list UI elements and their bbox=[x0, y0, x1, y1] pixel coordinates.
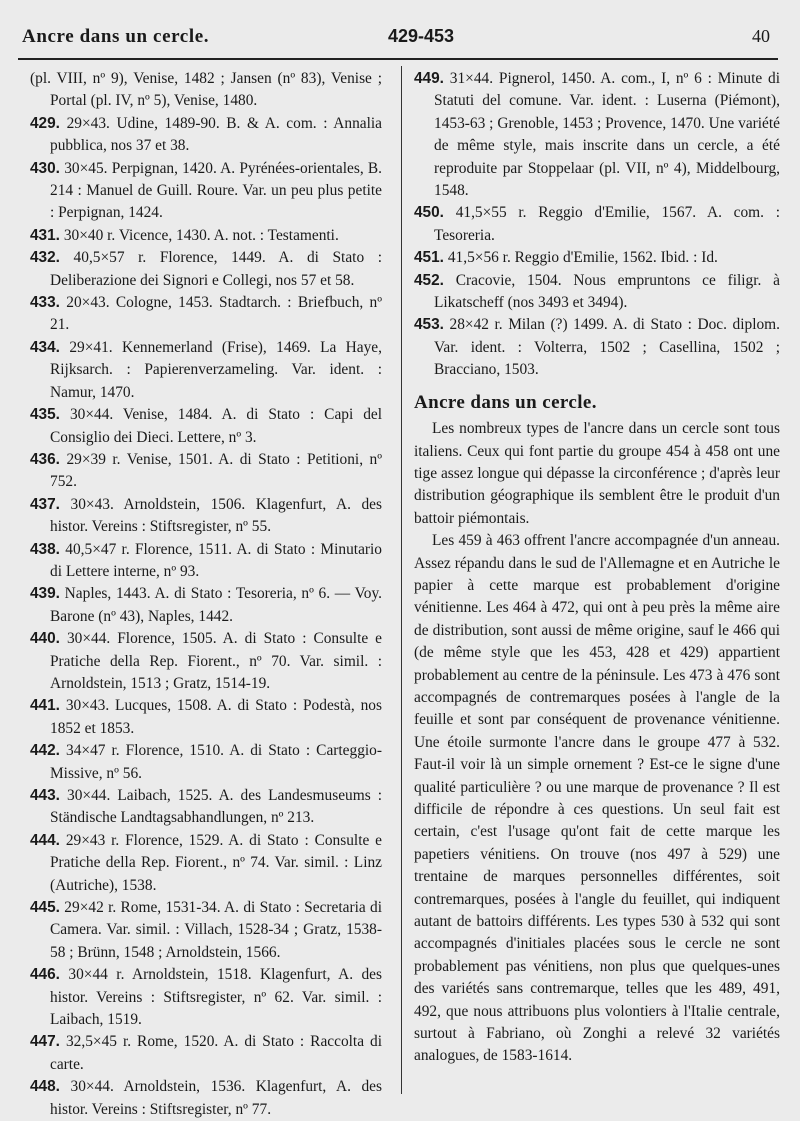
entry: 452. Cracovie, 1504. Nous empruntons ce filigr. à Likatscheff (nos 3493 et 3494). bbox=[414, 271, 780, 312]
page-number: 40 bbox=[752, 26, 770, 46]
entry: 437. 30×43. Arnoldstein, 1506. Klagenfurt, A. des histor. Vereins : Stiftsregister, nº 55. bbox=[30, 495, 382, 536]
entry: 438. 40,5×47 r. Florence, 1511. A. di Stato : Minutario di Lettere interne, nº 93. bbox=[30, 540, 382, 580]
entry: 451. 41,5×56 r. Reggio d'Emilie, 1562. Ibid. : Id. bbox=[414, 249, 718, 267]
entry: 442. 34×47 r. Florence, 1510. A. di Stato : Carteggio-Missive, nº 56. bbox=[30, 742, 382, 782]
entry: 432. 40,5×57 r. Florence, 1449. A. di Stato : Deliberazione dei Signori e Collegi, nos 57 et 58. bbox=[30, 249, 382, 289]
running-title: Ancre dans un cercle. bbox=[22, 26, 210, 47]
entry: 440. 30×44. Florence, 1505. A. di Stato : Consulte e Pratiche della Rep. Fiorent., nº 70. Var. simil. : Arnoldstein, 1513 ; Gratz, 1514-19. bbox=[30, 630, 382, 692]
entry: 441. 30×43. Lucques, 1508. A. di Stato : Podestà, nos 1852 et 1853. bbox=[30, 697, 382, 737]
entry: 436. 29×39 r. Venise, 1501. A. di Stato : Petitioni, nº 752. bbox=[30, 450, 382, 491]
entry: 430. 30×45. Perpignan, 1420. A. Pyrénées-orientales, B. 214 : Manuel de Guill. Roure. Var. un peu plus petite : Perpignan, 1424. bbox=[30, 159, 382, 222]
header-rule bbox=[18, 58, 778, 60]
entry: 453. 28×42 r. Milan (?) 1499. A. di Stato : Doc. diplom. Var. ident. : Volterra, 1502 ; Casellina, 1502 ; Bracciano, 1503. bbox=[414, 316, 780, 379]
right-column bbox=[414, 68, 780, 1068]
page-header bbox=[18, 26, 770, 56]
entry: 445. 29×42 r. Rome, 1531-34. A. di Stato : Secretaria di Camera. Var. simil. : Villach, 1528-34 ; Gratz, 1538-58 ; Brünn, 1548 ; Arnoldstein, 1566. bbox=[30, 899, 382, 961]
section-paragraph: Les nombreux types de l'ancre dans un cercle sont tous italiens. Ceux qui font partie du groupe 454 à 458 ont une tige assez longue qui dépasse la circonférence ; d'après leur distribution géographique ils semblent être le produit d'un battoir piémontais. bbox=[414, 420, 780, 527]
entry: 433. 20×43. Cologne, 1453. Stadtarch. : Briefbuch, nº 21. bbox=[30, 294, 383, 334]
entry: 448. 30×44. Arnoldstein, 1536. Klagenfurt, A. des histor. Vereins : Stiftsregister, nº 77. bbox=[30, 1078, 382, 1118]
entry: 449. 31×44. Pignerol, 1450. A. com., I, nº 6 : Minute di Statuti del comune. Var. ident. : Luserna (Piémont), 1453-63 ; Grenoble, 1453 ; Provence, 1470. Une variété de même style, mais inscrite dans un cercle, a été reproduite par Stoppelaar (pl. VII, nº 4), Middelbourg, 1548. bbox=[414, 70, 780, 200]
entry: 431. 30×40 r. Vicence, 1430. A. not. : Testamenti. bbox=[30, 226, 339, 244]
entry-range: 429-453 bbox=[388, 26, 455, 46]
section-title: Ancre dans un cercle. bbox=[414, 391, 597, 413]
entry: 434. 29×41. Kennemerland (Frise), 1469. La Haye, Rijksarch. : Papierenverzameling. Var. ident. : Namur, 1470. bbox=[30, 338, 382, 401]
entry: 444. 29×43 r. Florence, 1529. A. di Stato : Consulte e Pratiche della Rep. Fiorent., nº 74. Var. simil. : Linz (Autriche), 1538. bbox=[30, 831, 382, 894]
entry: 450. 41,5×55 r. Reggio d'Emilie, 1567. A. com. : Tesoreria. bbox=[414, 204, 780, 244]
entry: 429. 29×43. Udine, 1489-90. B. & A. com. : Annalia pubblica, nos 37 et 38. bbox=[30, 114, 382, 155]
entry: 446. 30×44 r. Arnoldstein, 1518. Klagenfurt, A. des histor. Vereins : Stiftsregister, nº 62. Var. simil. : Laibach, 1519. bbox=[30, 966, 382, 1029]
column-divider bbox=[401, 66, 402, 1094]
section-paragraph: Les 459 à 463 offrent l'ancre accompagnée d'un anneau. Assez répandu dans le sud de l'Allemagne et en Autriche le papier à cette marque est probablement d'origine vénitienne. Les 464 à 472, qui ont à peu près la même aire de distribution, sont aussi de même origine, sauf le 466 qui (de même style que les 453, 428 et 429) appartient probablement au centre de la péninsule. Les 473 à 476 sont accompagnés de contremarques posées à l'angle de la feuille et sont par conséquent de provenance vénitienne. Une étoile surmonte l'ancre dans le groupe 477 à 532. Faut-il voir là un simple ornement ? Est-ce le signe d'une qualité particulière ? ou une marque de provenance ? Il est difficile de répondre à ces questions. Un seul fait est certain, c'est l'usage qu'ont fait de cette marque les papetiers vénitiens. On trouve (nos 497 à 529) une trentaine de marques personnelles différentes, soit contremarques, posées à l'angle du feuillet, qui indiquent autant de battoirs différents. Les types 530 à 532 qui sont accompagnés d'initiales placées sous le cercle ne sont probablement pas vénitiens, non plus que quelques-unes des variétés sans contremarque, telles que les 489, 491, 492, que nous attribuons plus volontiers à l'Italie centrale, surtout à Fabriano, où Zonghi a relevé 32 variétés analogues, de 1583-1614. bbox=[414, 532, 780, 1065]
left-column bbox=[30, 68, 382, 1121]
entry: 439. Naples, 1443. A. di Stato : Tesoreria, nº 6. — Voy. Barone (nº 43), Naples, 1442. bbox=[30, 585, 382, 625]
entry: (pl. VIII, nº 9), Venise, 1482 ; Jansen (nº 83), Venise ; Portal (pl. IV, nº 5), Venise, 1480. bbox=[30, 70, 382, 110]
entry: 435. 30×44. Venise, 1484. A. di Stato : Capi del Consiglio dei Dieci. Lettere, nº 3. bbox=[30, 406, 382, 446]
entry: 443. 30×44. Laibach, 1525. A. des Landesmuseums : Ständische Landtagsabhandlungen, nº 213. bbox=[30, 787, 382, 827]
entry: 447. 32,5×45 r. Rome, 1520. A. di Stato : Raccolta di carte. bbox=[30, 1033, 382, 1073]
